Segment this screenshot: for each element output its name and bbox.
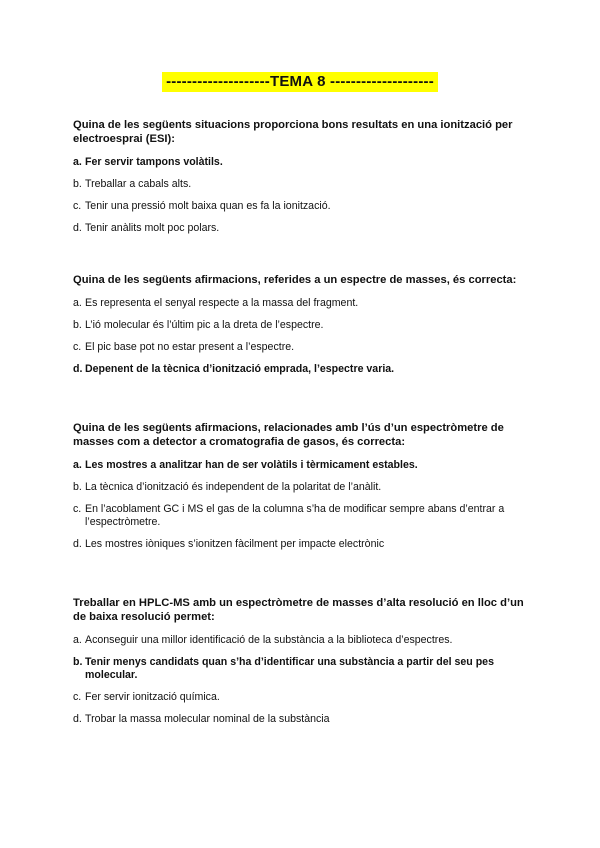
option-label: c. [73, 341, 82, 353]
question-4 [73, 596, 533, 735]
option-label: a. [73, 297, 82, 309]
option-text: El pic base pot no estar present a l’espectre. [85, 341, 295, 353]
option-text: Fer servir tampons volàtils. [85, 156, 223, 168]
page-title: --------------------TEMA 8 -------------------- [162, 72, 438, 92]
option-a [73, 634, 533, 647]
option-d [73, 222, 533, 235]
option-a [73, 459, 533, 472]
option-text: Tenir una pressió molt baixa quan es fa la ionització. [85, 200, 331, 212]
option-c [73, 691, 533, 704]
option-d [73, 538, 533, 551]
option-label: a. [73, 634, 82, 646]
option-text: Les mostres a analitzar han de ser volàtils i tèrmicament estables. [85, 459, 418, 471]
option-b [73, 481, 533, 494]
option-label: c. [73, 691, 82, 703]
option-c [73, 341, 533, 354]
question-stem: Treballar en HPLC-MS amb un espectròmetre de masses d’alta resolució en lloc d’un de baixa resolució permet: [73, 597, 524, 623]
option-text: Trobar la massa molecular nominal de la substància [85, 713, 330, 725]
option-text: Depenent de la tècnica d’ionització emprada, l’espectre varia. [85, 363, 395, 375]
option-text: Treballar a cabals alts. [85, 178, 192, 190]
option-text: Fer servir ionització química. [85, 691, 220, 703]
title-container [0, 72, 600, 92]
option-c [73, 200, 533, 213]
option-label: b. [73, 481, 82, 493]
option-label: d. [73, 363, 83, 375]
option-label: b. [73, 319, 82, 331]
option-c [73, 503, 533, 529]
option-label: a. [73, 459, 82, 471]
option-label: d. [73, 538, 82, 550]
option-text: La tècnica d’ionització és independent de la polaritat de l’anàlit. [85, 481, 382, 493]
option-b [73, 178, 533, 191]
option-d [73, 363, 533, 376]
question-3 [73, 421, 533, 560]
question-2 [73, 273, 533, 385]
option-label: b. [73, 178, 82, 190]
option-b [73, 319, 533, 332]
option-label: c. [73, 200, 82, 212]
option-text: Tenir menys candidats quan s’ha d’identificar una substància a partir del seu pes molecular. [85, 656, 494, 681]
option-text: En l’acoblament GC i MS el gas de la columna s’ha de modificar sempre abans d’entrar a l’espectròmetre. [85, 503, 505, 528]
option-b [73, 656, 533, 682]
question-1 [73, 118, 533, 244]
question-stem: Quina de les següents afirmacions, relacionades amb l’ús d’un espectròmetre de masses com a detector a cromatografia de gasos, és correcta: [73, 422, 504, 448]
option-text: Es representa el senyal respecte a la massa del fragment. [85, 297, 359, 309]
option-text: L’ió molecular és l’últim pic a la dreta de l’espectre. [85, 319, 324, 331]
option-label: d. [73, 222, 82, 234]
option-a [73, 156, 533, 169]
option-a [73, 297, 533, 310]
option-label: d. [73, 713, 82, 725]
option-text: Aconseguir una millor identificació de la substància a la biblioteca d’espectres. [85, 634, 453, 646]
option-label: a. [73, 156, 82, 168]
option-text: Les mostres iòniques s’ionitzen fàcilment per impacte electrònic [85, 538, 385, 550]
option-label: c. [73, 503, 82, 515]
option-d [73, 713, 533, 726]
question-stem: Quina de les següents afirmacions, referides a un espectre de masses, és correcta: [73, 274, 517, 286]
question-stem: Quina de les següents situacions proporciona bons resultats en una ionització per electroesprai (ESI): [73, 119, 513, 145]
option-text: Tenir anàlits molt poc polars. [85, 222, 220, 234]
option-label: b. [73, 656, 83, 668]
